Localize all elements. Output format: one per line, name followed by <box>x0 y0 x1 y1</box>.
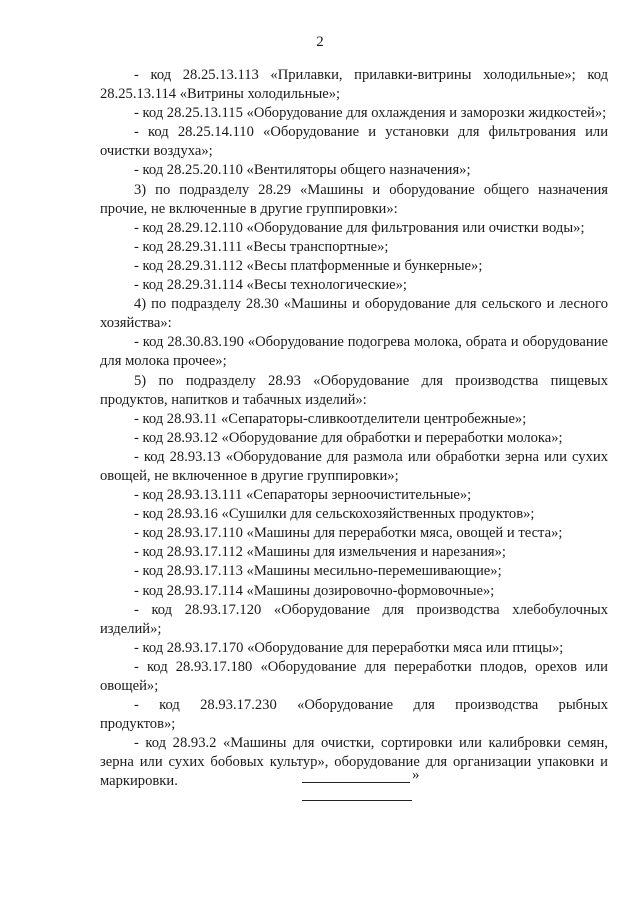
list-item: - код 28.25.14.110 «Оборудование и установки для фильтрования или очистки воздуха»; <box>100 124 608 160</box>
list-item: - код 28.29.12.110 «Оборудование для фильтрования или очистки воды»; <box>134 219 585 236</box>
list-item: - код 28.25.20.110 «Вентиляторы общего назначения»; <box>134 162 471 179</box>
list-item: - код 28.93.13 «Оборудование для размола или обработки зерна или сухих овощей, не включенное в другие группировки»; <box>100 448 608 484</box>
list-item: - код 28.93.11 «Сепараторы-сливкоотделители центробежные»; <box>134 410 527 427</box>
list-item: - код 28.93.17.120 «Оборудование для производства хлебобулочных изделий»; <box>100 601 608 637</box>
closing-block <box>302 767 462 810</box>
document-body <box>100 66 608 792</box>
list-item: - код 28.29.31.114 «Весы технологические»; <box>134 277 407 294</box>
section-heading: 5) по подразделу 28.93 «Оборудование для производства пищевых продуктов, напитков и табачных изделий»: <box>100 372 608 408</box>
closing-quote: » <box>412 767 420 783</box>
list-item: - код 28.29.31.111 «Весы транспортные»; <box>134 238 389 255</box>
list-item: - код 28.93.17.170 «Оборудование для переработки мяса или птицы»; <box>134 639 564 656</box>
list-item: - код 28.93.12 «Оборудование для обработки и переработки молока»; <box>134 429 563 446</box>
closing-rule-top <box>302 782 410 783</box>
list-item: - код 28.30.83.190 «Оборудование подогрева молока, обрата и оборудование для молока прочее»; <box>100 334 608 370</box>
list-item: - код 28.93.13.111 «Сепараторы зерноочистительные»; <box>134 487 472 504</box>
page-number: 2 <box>316 34 324 50</box>
list-item: - код 28.29.31.112 «Весы платформенные и бункерные»; <box>134 257 483 274</box>
section-heading: 4) по подразделу 28.30 «Машины и оборудование для сельского и лесного хозяйства»: <box>100 296 608 332</box>
list-item: - код 28.93.17.112 «Машины для измельчения и нарезания»; <box>134 544 506 561</box>
list-item: - код 28.93.17.110 «Машины для переработки мяса, овощей и теста»; <box>134 525 563 542</box>
list-item: - код 28.93.17.113 «Машины месильно-перемешивающие»; <box>134 563 502 580</box>
list-item: - код 28.93.17.230 «Оборудование для производства рыбных продуктов»; <box>100 697 608 733</box>
list-item: - код 28.25.13.115 «Оборудование для охлаждения и заморозки жидкостей»; <box>134 105 607 122</box>
list-item: - код 28.93.16 «Сушилки для сельскохозяйственных продуктов»; <box>134 506 535 523</box>
closing-rule-bottom <box>302 800 412 801</box>
section-heading: 3) по подразделу 28.29 «Машины и оборудование общего назначения прочие, не включенные в другие группировки»: <box>100 181 608 217</box>
list-item: - код 28.93.2 «Машины для очистки, сортировки или калибровки семян, зерна или сухих бобовых культур», оборудование для организации упаковки и маркировки. <box>100 735 608 790</box>
list-item: - код 28.93.17.180 «Оборудование для переработки плодов, орехов или овощей»; <box>100 658 608 694</box>
list-item: - код 28.93.17.114 «Машины дозировочно-формовочные»; <box>134 582 495 599</box>
list-item: - код 28.25.13.113 «Прилавки, прилавки-витрины холодильные»; код 28.25.13.114 «Витрины холодильные»; <box>100 67 608 103</box>
